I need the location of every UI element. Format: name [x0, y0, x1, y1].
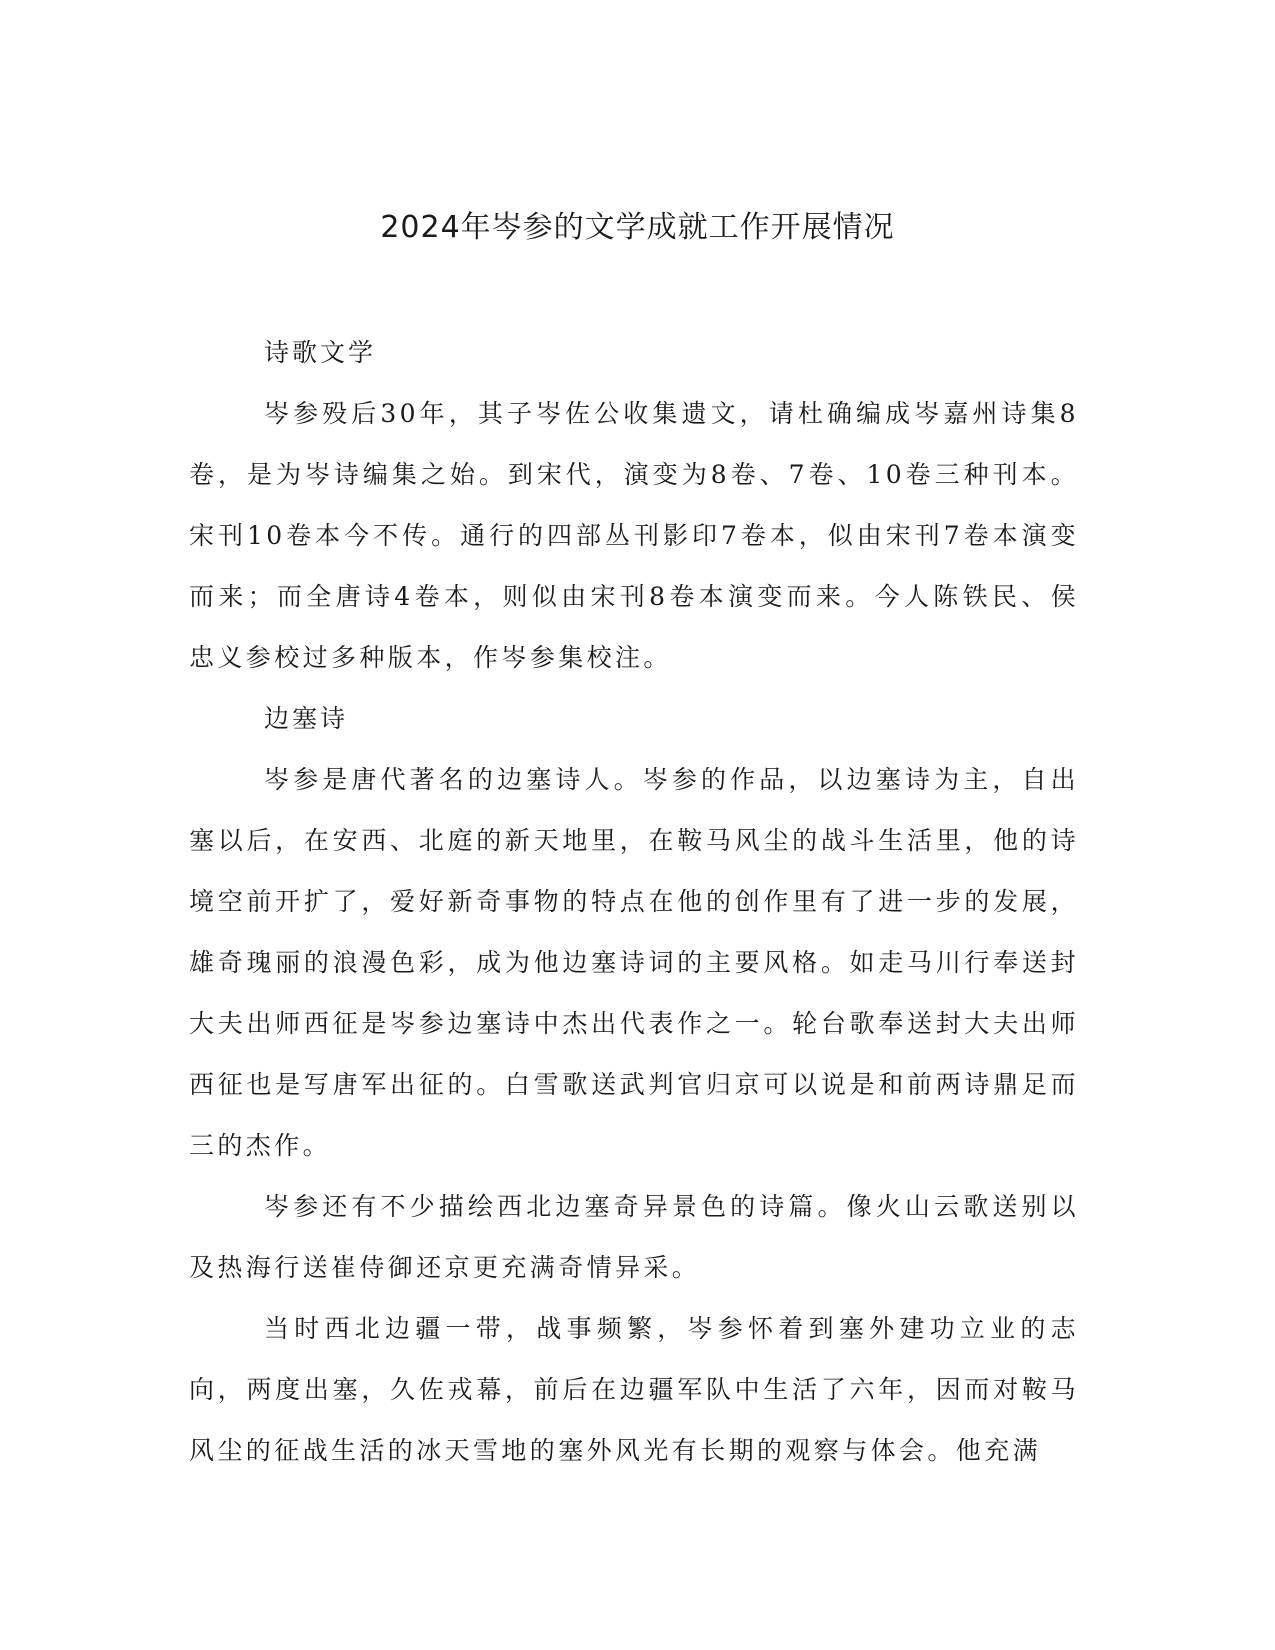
paragraph-frontier-poet: 岑参是唐代著名的边塞诗人。岑参的作品，以边塞诗为主，自出塞以后，在安西、北庭的新天地里，在鞍马风尘的战斗生活里，他的诗境空前开扩了，爱好新奇事物的特点在他的创作里有了进一步的发展，雄奇瑰丽的浪漫色彩，成为他边塞诗词的主要风格。如走马川行奉送封大夫出师西征是岑参边塞诗中杰出代表作之一。轮台歌奉送封大夫出师西征也是写唐军出征的。白雪歌送武判官归京可以说是和前两诗鼎足而三的杰作。: [189, 765, 1079, 1160]
section-heading-poetry: 诗歌文学: [264, 338, 377, 367]
paragraph-frontier-life: 当时西北边疆一带，战事频繁，岑参怀着到塞外建功立业的志向，两度出塞，久佐戎幕，前后在边疆军队中生活了六年，因而对鞍马风尘的征战生活的冰天雪地的塞外风光有长期的观察与体会。他充满: [189, 1314, 1079, 1465]
paragraph-northwest-scenery: 岑参还有不少描绘西北边塞奇异景色的诗篇。像火山云歌送别以及热海行送崔侍御还京更充满奇情异采。: [189, 1192, 1079, 1282]
paragraph-collection-history: 岑参殁后30年，其子岑佐公收集遗文，请杜确编成岑嘉州诗集8卷，是为岑诗编集之始。到宋代，演变为8卷、7卷、10卷三种刊本。宋刊10卷本今不传。通行的四部丛刊影印7卷本，似由宋刊7卷本演变而来；而全唐诗4卷本，则似由宋刊8卷本演变而来。今人陈铁民、侯忠义参校过多种版本，作岑参集校注。: [189, 399, 1079, 672]
document-body: [189, 322, 1079, 1481]
section-heading-frontier-poems: 边塞诗: [264, 704, 349, 733]
document-title: 2024年岑参的文学成就工作开展情况: [380, 210, 895, 245]
